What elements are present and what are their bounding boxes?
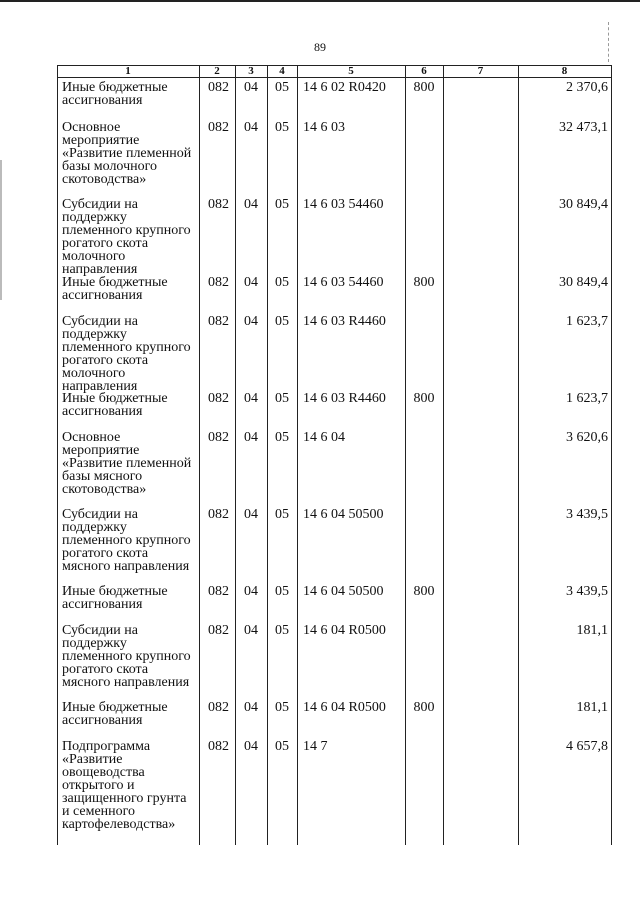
header-col-1: 1 (125, 65, 131, 77)
header-col-7: 7 (477, 65, 484, 77)
col-divider (267, 65, 268, 845)
row-col-3: 04 (244, 391, 258, 406)
row-col-3: 04 (244, 80, 258, 95)
row-amount: 3 620,6 (566, 430, 608, 445)
row-amount: 3 439,5 (566, 507, 608, 522)
header-col-5: 5 (348, 65, 354, 77)
row-col-3: 04 (244, 120, 258, 135)
row-name: Основное мероприятие «Развитие племенной базы молочного скотоводства» (62, 120, 192, 187)
row-col-3: 04 (244, 314, 258, 329)
row-amount: 30 849,4 (559, 197, 608, 212)
row-col-2: 082 (208, 314, 229, 329)
col-divider (199, 65, 200, 845)
row-col-2: 082 (208, 120, 229, 135)
row-name: Основное мероприятие «Развитие племенной базы мясного скотоводства» (62, 430, 192, 497)
row-code: 14 6 04 50500 (303, 507, 384, 522)
col-divider (443, 65, 444, 845)
col-divider (405, 65, 406, 845)
row-code: 14 6 03 54460 (303, 275, 384, 290)
row-col-4: 05 (275, 507, 289, 522)
row-name: Иные бюджетные ассигнования (62, 275, 168, 303)
table-border-left (57, 65, 58, 845)
row-amount: 4 657,8 (566, 739, 608, 754)
row-col-4: 05 (275, 391, 289, 406)
row-col-3: 04 (244, 623, 258, 638)
row-col-3: 04 (244, 700, 258, 715)
row-name: Иные бюджетные ассигнования (62, 700, 168, 728)
row-name: Иные бюджетные ассигнования (62, 80, 168, 108)
page-number: 89 (314, 40, 326, 54)
row-code: 14 6 04 R0500 (303, 623, 386, 638)
top-border (0, 0, 640, 2)
row-name: Субсидии на поддержку племенного крупного рогатого скота мясного направления (62, 623, 191, 690)
header-rule (57, 77, 612, 78)
row-col-4: 05 (275, 275, 289, 290)
table-border-right (611, 65, 612, 845)
row-type: 800 (413, 700, 435, 715)
row-col-4: 05 (275, 430, 289, 445)
row-amount: 3 439,5 (566, 584, 608, 599)
row-code: 14 6 02 R0420 (303, 80, 386, 95)
row-amount: 181,1 (576, 700, 608, 715)
row-col-2: 082 (208, 275, 229, 290)
row-code: 14 6 03 R4460 (303, 314, 386, 329)
row-col-4: 05 (275, 584, 289, 599)
row-col-2: 082 (208, 80, 229, 95)
row-col-3: 04 (244, 430, 258, 445)
row-col-4: 05 (275, 314, 289, 329)
row-code: 14 6 03 (303, 120, 345, 135)
row-col-2: 082 (208, 700, 229, 715)
row-col-3: 04 (244, 507, 258, 522)
row-type: 800 (413, 584, 435, 599)
row-col-2: 082 (208, 391, 229, 406)
row-amount: 1 623,7 (566, 391, 608, 406)
row-name: Субсидии на поддержку племенного крупного рогатого скота молочного направления (62, 314, 191, 394)
row-code: 14 6 04 50500 (303, 584, 384, 599)
row-col-2: 082 (208, 584, 229, 599)
row-code: 14 6 04 (303, 430, 345, 445)
row-col-2: 082 (208, 507, 229, 522)
row-code: 14 6 03 R4460 (303, 391, 386, 406)
row-amount: 1 623,7 (566, 314, 608, 329)
header-col-8: 8 (561, 65, 568, 77)
scan-edge-mark (0, 160, 2, 300)
row-name: Иные бюджетные ассигнования (62, 584, 168, 612)
col-divider (297, 65, 298, 845)
row-code: 14 7 (303, 739, 328, 754)
row-code: 14 6 04 R0500 (303, 700, 386, 715)
col-divider (235, 65, 236, 845)
row-amount: 2 370,6 (566, 80, 608, 95)
header-col-6: 6 (421, 65, 427, 77)
header-col-2: 2 (214, 65, 220, 77)
budget-table (57, 65, 612, 845)
row-name: Субсидии на поддержку племенного крупного рогатого скота молочного направления (62, 197, 191, 277)
row-col-3: 04 (244, 739, 258, 754)
row-type: 800 (413, 391, 435, 406)
row-type: 800 (413, 275, 435, 290)
col-divider (518, 65, 519, 845)
row-col-3: 04 (244, 275, 258, 290)
row-name: Подпрограмма «Развитие овощеводства открытого и защищенного грунта и семенного картофелеводства» (62, 739, 187, 832)
row-col-3: 04 (244, 197, 258, 212)
row-col-2: 082 (208, 623, 229, 638)
row-amount: 32 473,1 (559, 120, 608, 135)
row-code: 14 6 03 54460 (303, 197, 384, 212)
row-amount: 30 849,4 (559, 275, 608, 290)
row-type: 800 (413, 80, 435, 95)
row-col-4: 05 (275, 700, 289, 715)
row-col-4: 05 (275, 80, 289, 95)
row-col-2: 082 (208, 739, 229, 754)
row-amount: 181,1 (576, 623, 608, 638)
row-name: Субсидии на поддержку племенного крупного рогатого скота мясного направления (62, 507, 191, 574)
row-col-4: 05 (275, 120, 289, 135)
row-col-2: 082 (208, 430, 229, 445)
row-col-4: 05 (275, 739, 289, 754)
row-col-3: 04 (244, 584, 258, 599)
header-col-4: 4 (279, 65, 285, 77)
row-col-4: 05 (275, 623, 289, 638)
header-col-3: 3 (248, 65, 254, 77)
row-col-2: 082 (208, 197, 229, 212)
row-col-4: 05 (275, 197, 289, 212)
row-name: Иные бюджетные ассигнования (62, 391, 168, 419)
